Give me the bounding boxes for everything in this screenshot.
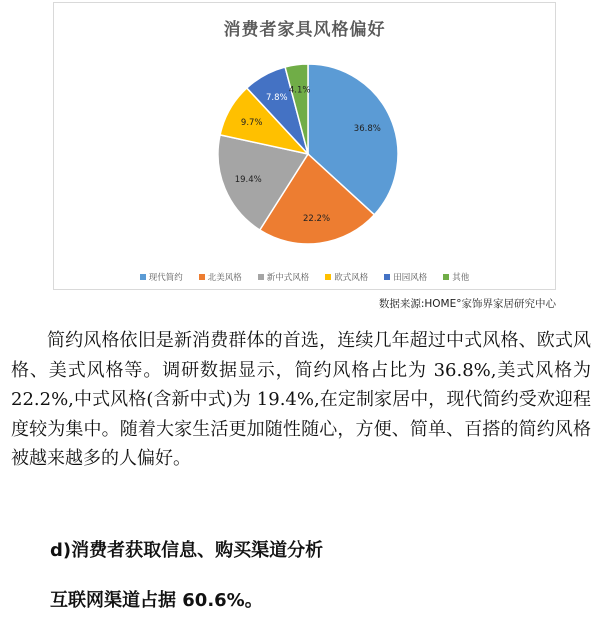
legend-label-2: 北美风格 bbox=[207, 273, 242, 283]
slice-label-1: 36.8% bbox=[353, 123, 381, 134]
legend-swatch-2 bbox=[199, 274, 205, 280]
legend-item-3 bbox=[258, 271, 310, 283]
body-paragraph: 简约风格依旧是新消费群体的首选，连续几年超过中式风格、欧式风格、美式风格等。调研数据显示，简约风格占比为 36.8%,美式风格为 22.2%,中式风格(含新中式)为 19.4%,在定制家居中，现代简约受欢迎程度较为集中。随着大家生活更加随性随心，方便、简单、百搭的简约风格被越来越多的人偏好。 bbox=[11, 330, 591, 469]
legend-swatch-1 bbox=[140, 274, 146, 280]
legend-item-4 bbox=[325, 271, 368, 283]
legend-label-6: 其他 bbox=[452, 273, 470, 283]
legend-label-1: 现代简约 bbox=[148, 273, 183, 283]
slice-label-4: 9.7% bbox=[240, 117, 263, 128]
pie-chart-frame bbox=[53, 2, 556, 290]
pie-chart bbox=[54, 3, 557, 291]
legend-swatch-3 bbox=[258, 274, 264, 280]
chart-title: 消费者家具风格偏好 bbox=[223, 20, 386, 40]
legend-swatch-6 bbox=[443, 274, 449, 280]
data-source: 数据来源:HOME°家饰界家居研究中心 bbox=[378, 298, 556, 310]
legend-label-5: 田园风格 bbox=[393, 273, 428, 283]
slice-label-2: 22.2% bbox=[303, 214, 331, 225]
slice-label-6: 4.1% bbox=[288, 85, 311, 96]
internet-channel-heading: 互联网渠道占据 60.6%。 bbox=[50, 590, 263, 611]
legend-swatch-4 bbox=[325, 274, 331, 280]
legend-item-5 bbox=[384, 271, 427, 283]
slice-label-3: 19.4% bbox=[234, 174, 262, 185]
slice-label-5: 7.8% bbox=[265, 93, 288, 104]
legend-item-2 bbox=[199, 271, 242, 283]
legend-label-4: 欧式风格 bbox=[334, 273, 369, 283]
section-heading-d: d)消费者获取信息、购买渠道分析 bbox=[50, 540, 324, 561]
legend-swatch-5 bbox=[384, 274, 390, 280]
legend-label-3: 新中式风格 bbox=[266, 273, 310, 283]
legend-item-6 bbox=[443, 271, 469, 283]
legend-item-1 bbox=[140, 271, 183, 283]
chart-legend bbox=[54, 271, 555, 283]
